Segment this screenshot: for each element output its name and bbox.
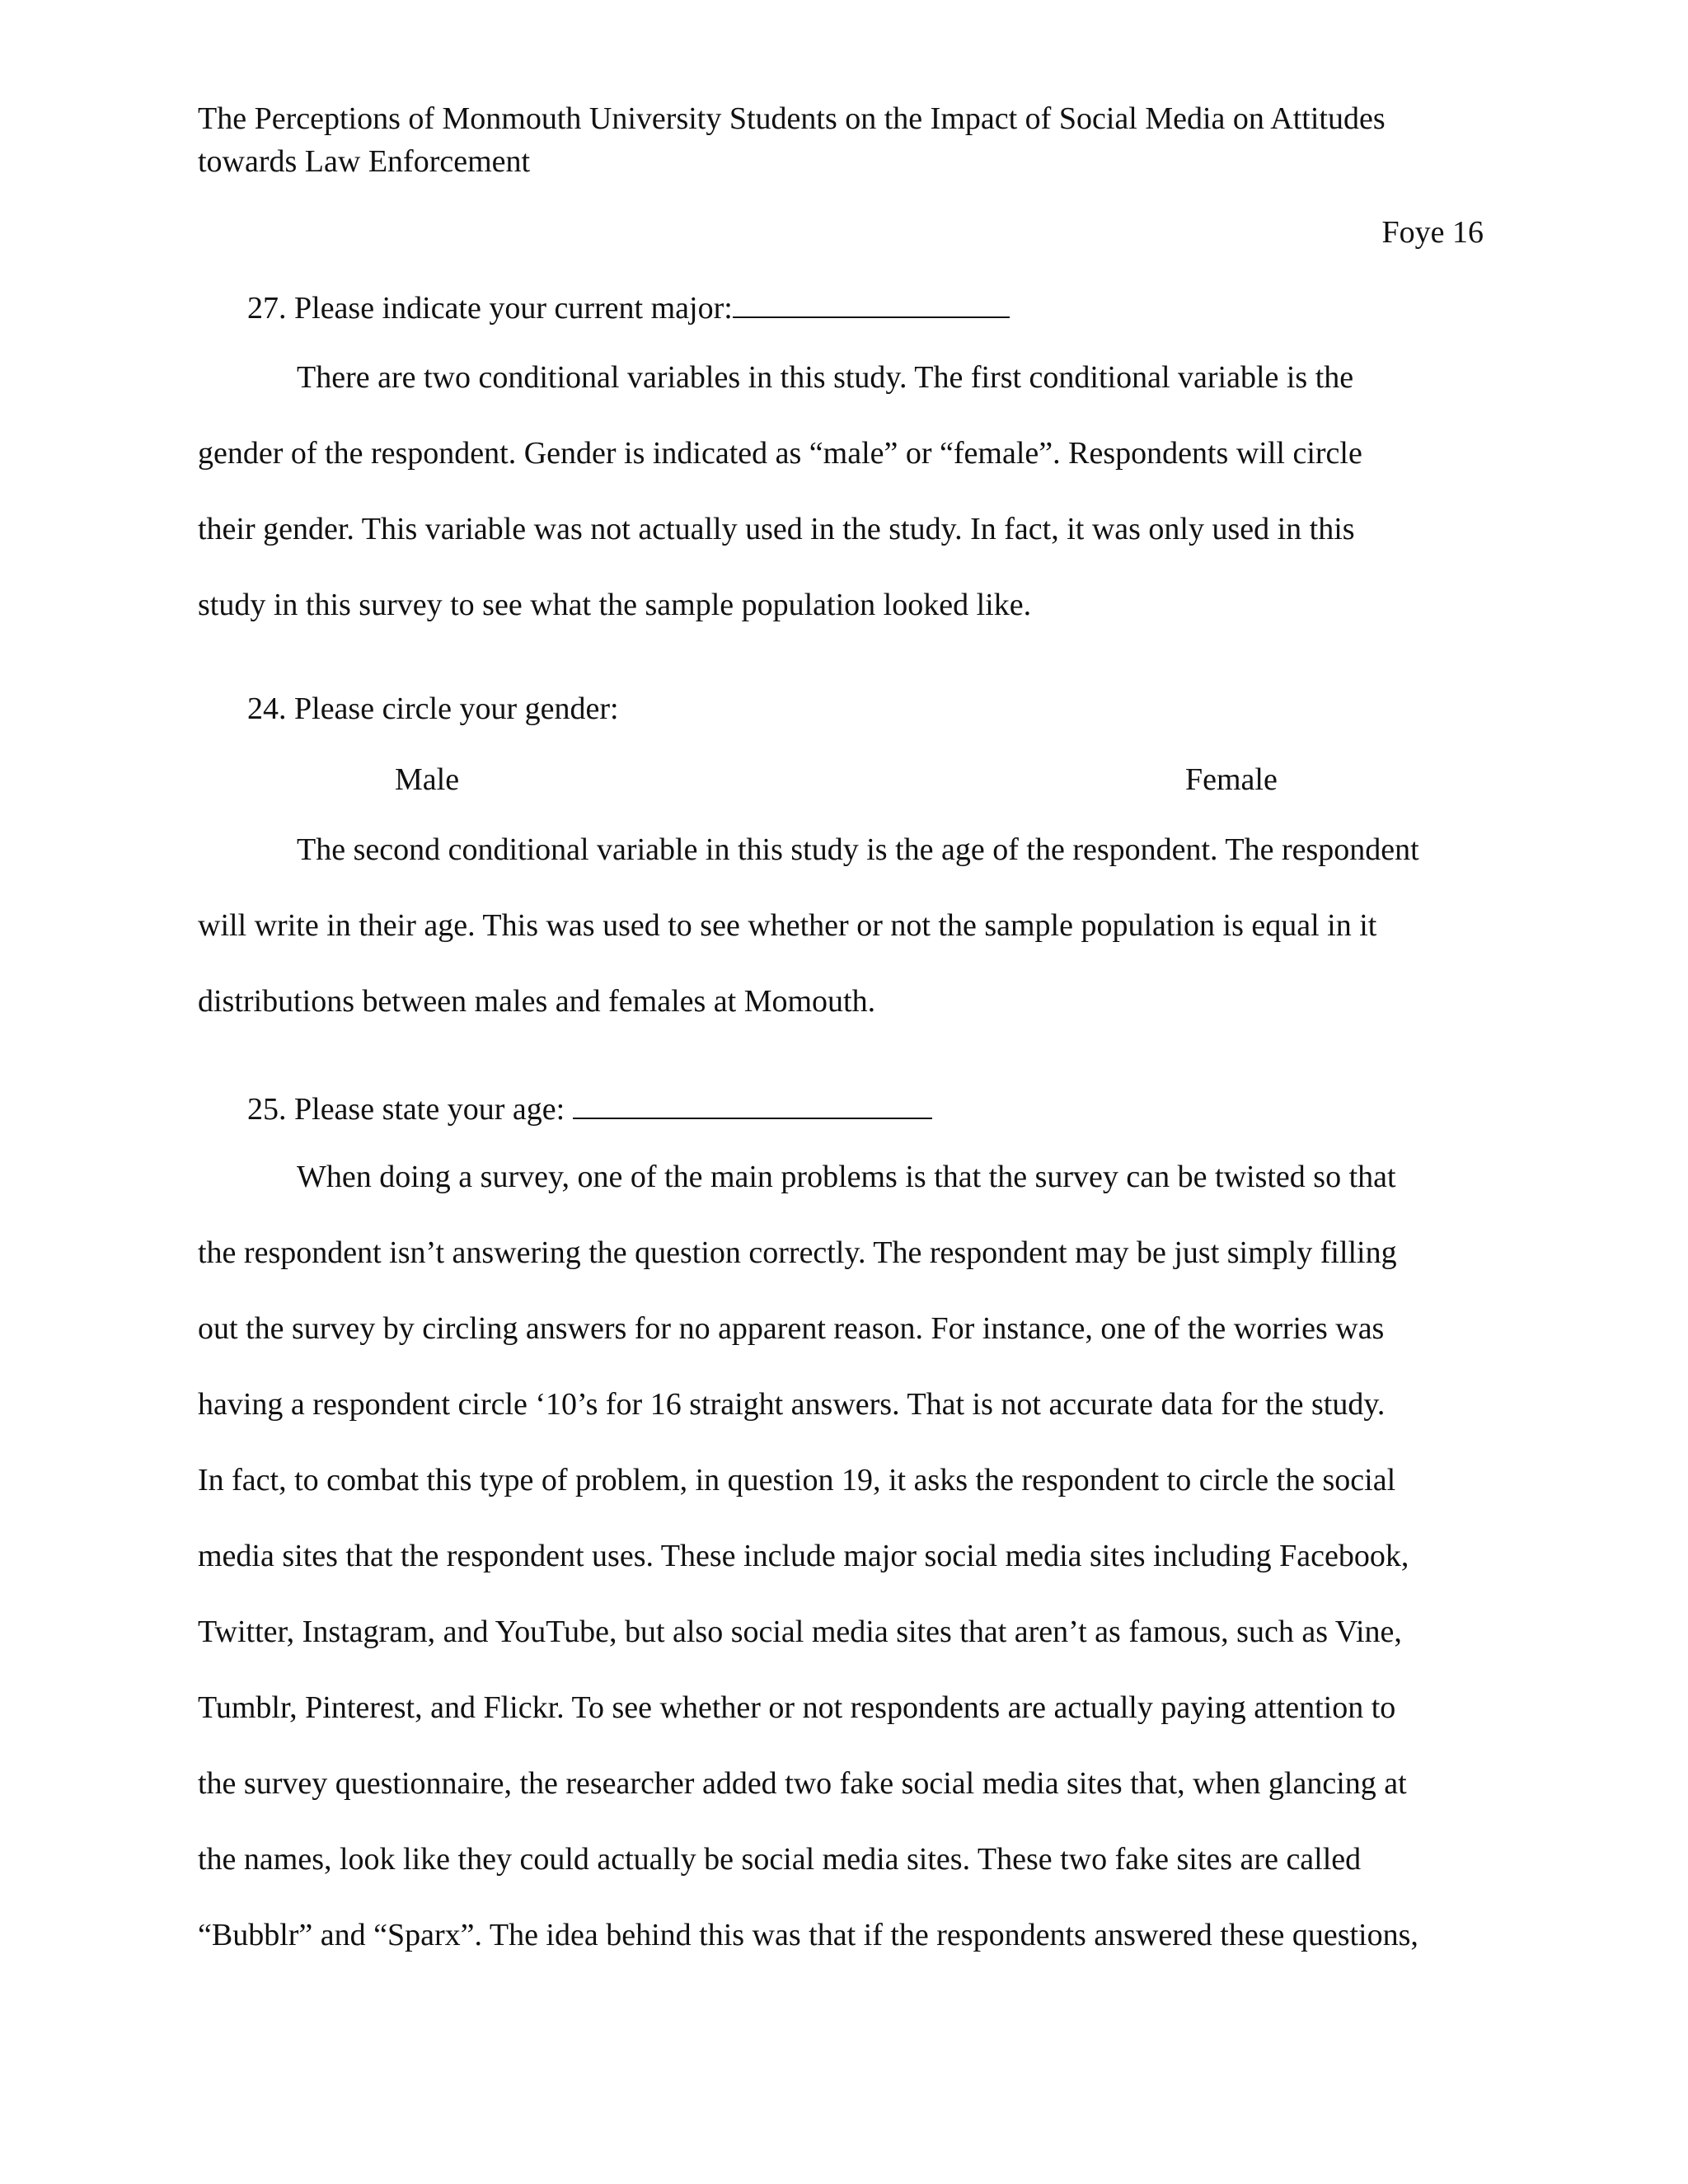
paragraph-line: their gender. This variable was not actually used in the study. In fact, it was only used in this bbox=[198, 512, 1355, 546]
paragraph-survey-problems bbox=[198, 1139, 1487, 1973]
question-24: 24. Please circle your gender: bbox=[247, 691, 619, 726]
paragraph-line: distributions between males and females at Momouth. bbox=[198, 984, 876, 1019]
major-answer-blank bbox=[733, 285, 1010, 318]
paragraph-line: having a respondent circle ‘10’s for 16 straight answers. That is not accurate data for the study. bbox=[198, 1387, 1386, 1422]
paragraph-line: gender of the respondent. Gender is indicated as “male” or “female”. Respondents will circle bbox=[198, 436, 1362, 471]
header-title-line-1: The Perceptions of Monmouth University Students on the Impact of Social Media on Attitudes bbox=[198, 101, 1386, 136]
paragraph-conditional-variables bbox=[198, 340, 1487, 643]
paragraph-line: Tumblr, Pinterest, and Flickr. To see whether or not respondents are actually paying attention to bbox=[198, 1690, 1396, 1725]
paragraph-line: study in this survey to see what the sample population looked like. bbox=[198, 588, 1032, 622]
question-25-label: 25. Please state your age: bbox=[247, 1092, 573, 1127]
paragraph-line: There are two conditional variables in this study. The first conditional variable is the bbox=[297, 360, 1354, 395]
paragraph-line: The second conditional variable in this study is the age of the respondent. The respondent bbox=[297, 832, 1419, 867]
paragraph-line: will write in their age. This was used to see whether or not the sample population is equal in it bbox=[198, 908, 1377, 943]
question-27 bbox=[247, 285, 1010, 330]
question-25 bbox=[247, 1086, 932, 1131]
paragraph-line: Twitter, Instagram, and YouTube, but also social media sites that aren’t as famous, such as Vine, bbox=[198, 1615, 1402, 1649]
paragraph-line: out the survey by circling answers for no apparent reason. For instance, one of the worries was bbox=[198, 1311, 1385, 1346]
header-title-line-2: towards Law Enforcement bbox=[198, 144, 531, 179]
paragraph-line: the respondent isn’t answering the question correctly. The respondent may be just simply filling bbox=[198, 1235, 1397, 1270]
paragraph-line: media sites that the respondent uses. These include major social media sites including Facebook, bbox=[198, 1539, 1409, 1573]
gender-option-female: Female bbox=[1185, 762, 1278, 797]
running-header-title bbox=[198, 97, 1484, 183]
paragraph-line: the survey questionnaire, the researcher added two fake social media sites that, when glancing at bbox=[198, 1766, 1407, 1801]
question-27-label: 27. Please indicate your current major: bbox=[247, 291, 733, 326]
paragraph-line: the names, look like they could actually be social media sites. These two fake sites are called bbox=[198, 1842, 1362, 1877]
gender-option-male: Male bbox=[395, 762, 460, 797]
paragraph-line: In fact, to combat this type of problem, in question 19, it asks the respondent to circle the social bbox=[198, 1463, 1396, 1497]
paragraph-age-variable bbox=[198, 812, 1487, 1039]
page-number: Foye 16 bbox=[1381, 215, 1484, 250]
paragraph-line: “Bubblr” and “Sparx”. The idea behind this was that if the respondents answered these questions, bbox=[198, 1918, 1418, 1952]
age-answer-blank bbox=[573, 1086, 932, 1119]
paragraph-line: When doing a survey, one of the main problems is that the survey can be twisted so that bbox=[297, 1160, 1396, 1194]
